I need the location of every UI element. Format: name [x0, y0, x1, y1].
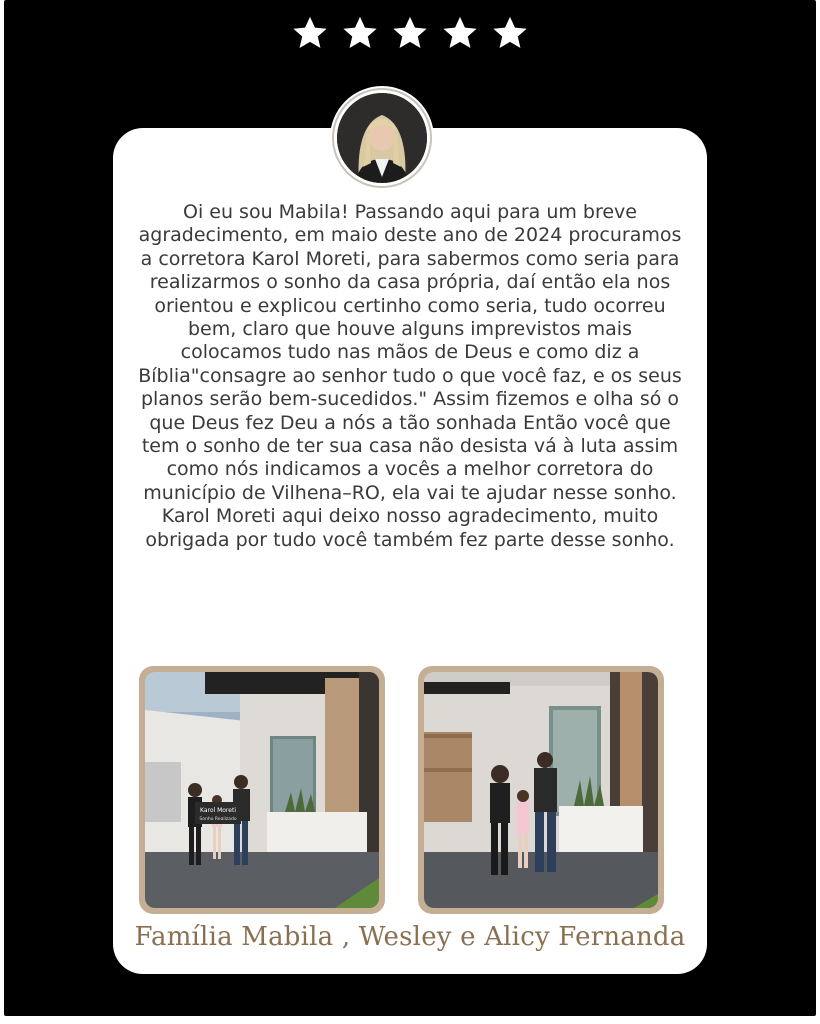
star-rating	[0, 14, 820, 64]
testimonial-paragraph: Karol Moreti aqui deixo nosso agradecimento, muito obrigada por tudo você também fez parte desse sonho.	[145, 505, 675, 551]
photo-caption: Família Mabila , Wesley e Alicy Fernanda	[134, 922, 686, 952]
family-house-photo-icon	[145, 672, 379, 908]
family-house-photo-icon	[424, 672, 658, 908]
avatar	[337, 93, 427, 183]
sign-line-1: Karol Moreti	[200, 807, 236, 814]
sign-line-2: Sonho Realizado	[199, 817, 237, 822]
star-icon	[291, 14, 329, 64]
star-icon	[391, 14, 429, 64]
star-icon	[441, 14, 479, 64]
testimonial-text	[135, 201, 685, 552]
family-photo-1	[139, 666, 385, 914]
star-icon	[341, 14, 379, 64]
profile-photo-icon	[337, 93, 427, 183]
testimonial-paragraph: Oi eu sou Mabila! Passando aqui para um breve agradecimento, em maio deste ano de 2024 procuramos a corretora Karol Moreti, para sabermos como seria para realizarmos o sonho da casa própria, daí então ela nos orientou e explicou certinho como seria, tudo ocorreu bem, claro que houve alguns imprevistos mais colocamos tudo nas mãos de Deus e como diz a Bíblia"consagre ao senhor tudo o que você faz, e os seus planos serão bem-sucedidos." Assim fizemos e olha só o que Deus fez Deu a nós a tão sonhada Então você que tem o sonho de ter sua casa não desista vá à luta assim como nós indicamos a vocês a melhor corretora do município de Vilhena–RO, ela vai te ajudar nesse sonho.	[138, 201, 682, 504]
family-photo-2	[418, 666, 664, 914]
star-icon	[491, 14, 529, 64]
